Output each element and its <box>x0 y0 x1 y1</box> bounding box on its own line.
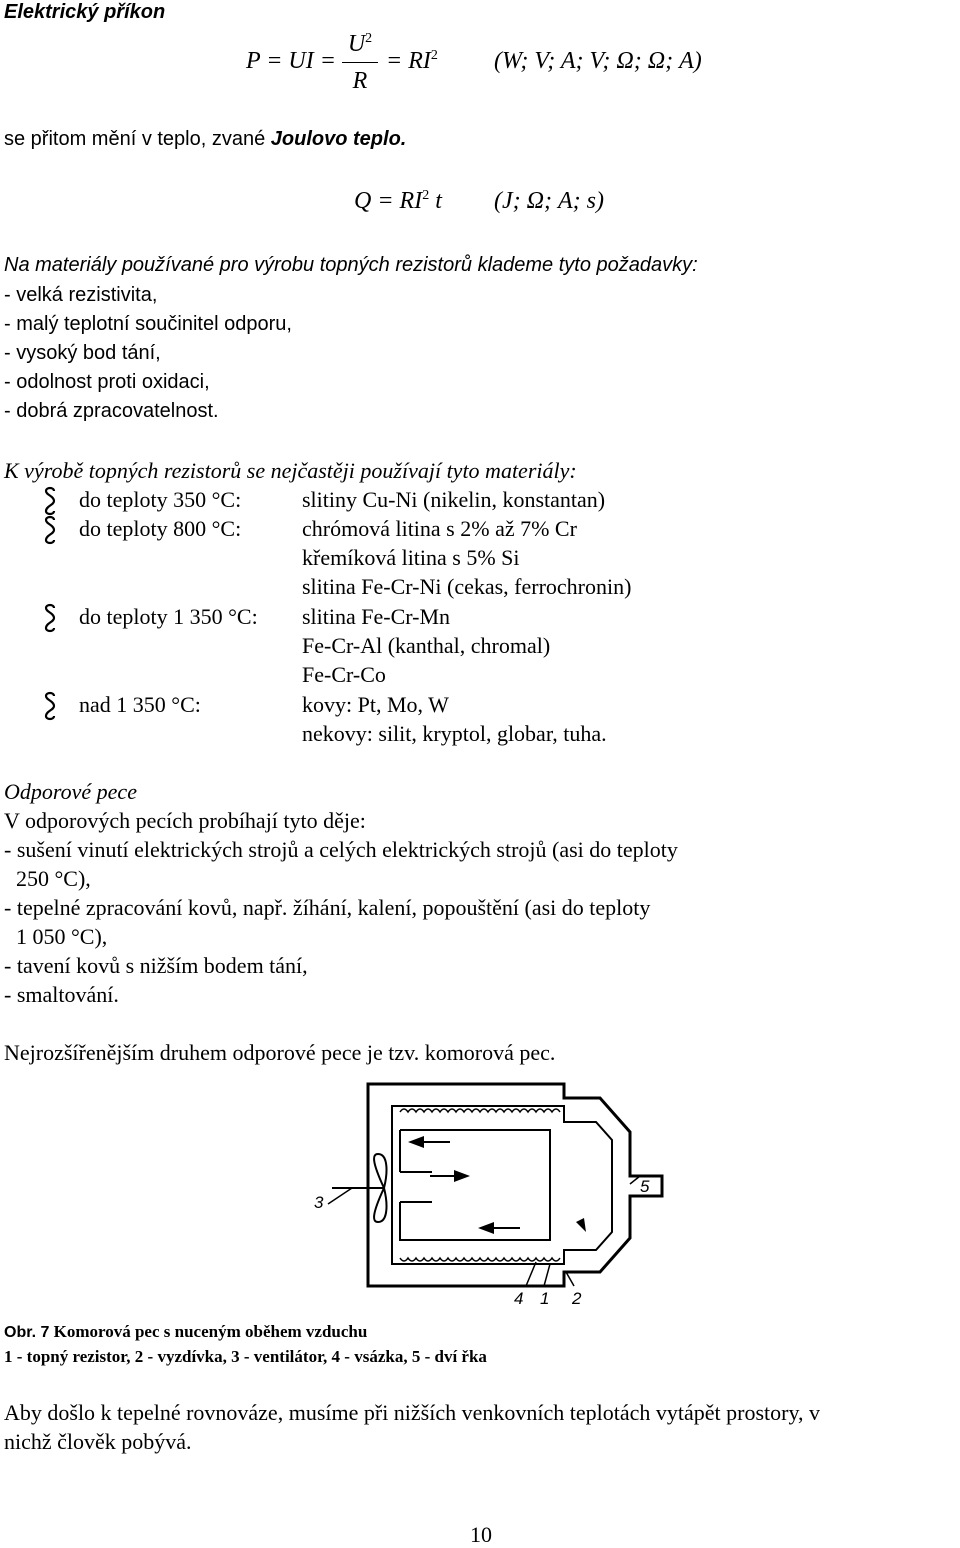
fraction-bar <box>342 62 378 63</box>
page-number: 10 <box>470 1522 492 1547</box>
section-sign-icon <box>42 486 58 516</box>
paragraph-line: Nejrozšířenějším druhem odporové pece je tzv. komorová pec. <box>4 1040 556 1065</box>
material-line: Fe-Cr-Al (kanthal, chromal) <box>302 633 551 658</box>
list-item: - odolnost proti oxidaci, <box>4 371 210 393</box>
list-item: - dobrá zpracovatelnost. <box>4 400 219 422</box>
section-sign-icon <box>42 691 58 721</box>
materials-title: K výrobě topných rezistorů se nejčastěji používají tyto materiály: <box>4 458 577 483</box>
temperature-range: nad 1 350 °C: <box>79 692 201 717</box>
list-item-continued: 250 °C), <box>16 866 91 891</box>
figure-label-5: 5 <box>640 1177 650 1196</box>
figure-label-3: 3 <box>314 1193 324 1212</box>
material-line: slitiny Cu-Ni (nikelin, konstantan) <box>302 487 606 512</box>
material-line: Fe-Cr-Co <box>302 662 386 687</box>
material-line: slitina Fe-Cr-Mn <box>302 604 451 629</box>
formula-units: (W; V; A; V; Ω; Ω; A) <box>494 48 702 74</box>
list-item: - smaltování. <box>4 982 119 1007</box>
paragraph-line: V odporových pecích probíhají tyto děje: <box>4 808 366 833</box>
list-item: - velká rezistivita, <box>4 284 158 306</box>
figure-legend: 1 - topný rezistor, 2 - vyzdívka, 3 - ventilátor, 4 - vsázka, 5 - dví řka <box>4 1347 487 1366</box>
list-item: - malý teplotní součinitel odporu, <box>4 313 292 335</box>
formula2-units: (J; Ω; A; s) <box>494 188 604 214</box>
formula-left: P = UI = <box>246 48 336 74</box>
list-item: - tepelné zpracování kovů, např. žíhání, kalení, popouštění (asi do teploty <box>4 895 651 920</box>
fraction-numerator: $U^2$ <box>347 31 373 57</box>
joule-heat-line: se přitom mění v teplo, zvané Joulovo teplo. <box>4 128 407 150</box>
section-sign-icon <box>42 515 58 545</box>
paragraph-line: Aby došlo k tepelné rovnováze, musíme při nižších venkovních teplotách vytápět prostory, v <box>4 1400 821 1425</box>
list-item: - sušení vinutí elektrických strojů a celých elektrických strojů (asi do teploty <box>4 837 678 862</box>
heating-resistor-bottom <box>400 1258 560 1261</box>
fraction-denominator: R <box>352 68 368 94</box>
heating-resistor-top <box>400 1109 560 1112</box>
temperature-range: do teploty 800 °C: <box>79 516 242 541</box>
figure-caption: Obr. 7 Komorová pec s nuceným oběhem vzduchu <box>4 1322 368 1341</box>
list-item: - tavení kovů s nižším bodem tání, <box>4 953 308 978</box>
material-line: kovy: Pt, Mo, W <box>302 692 449 717</box>
formula2-left: $Q = RI^2$ t <box>354 188 442 214</box>
material-line: nekovy: silit, kryptol, globar, tuha. <box>302 721 607 746</box>
list-item-continued: 1 050 °C), <box>16 924 108 949</box>
material-line: chrómová litina s 2% až 7% Cr <box>302 516 577 541</box>
section-sign-icon <box>42 603 58 633</box>
material-line: slitina Fe-Cr-Ni (cekas, ferrochronin) <box>302 574 632 599</box>
list-item: - vysoký bod tání, <box>4 342 161 364</box>
material-line: křemíková litina s 5% Si <box>302 545 520 570</box>
chamber-furnace-diagram <box>300 1076 670 1312</box>
section-title: Odporové pece <box>4 779 137 804</box>
figure-label-4: 4 <box>514 1289 524 1308</box>
figure-label-1: 1 <box>540 1289 550 1308</box>
paragraph-line: nichž člověk pobývá. <box>4 1429 192 1454</box>
figure-label-2: 2 <box>572 1289 582 1308</box>
requirements-title: Na materiály používané pro výrobu topných rezistorů klademe tyto požadavky: <box>4 254 698 276</box>
formula-right: = $RI^2$ <box>386 48 438 74</box>
furnace-outer-wall <box>368 1084 662 1286</box>
temperature-range: do teploty 1 350 °C: <box>79 604 258 629</box>
temperature-range: do teploty 350 °C: <box>79 487 242 512</box>
page-title: Elektrický příkon <box>4 1 166 23</box>
